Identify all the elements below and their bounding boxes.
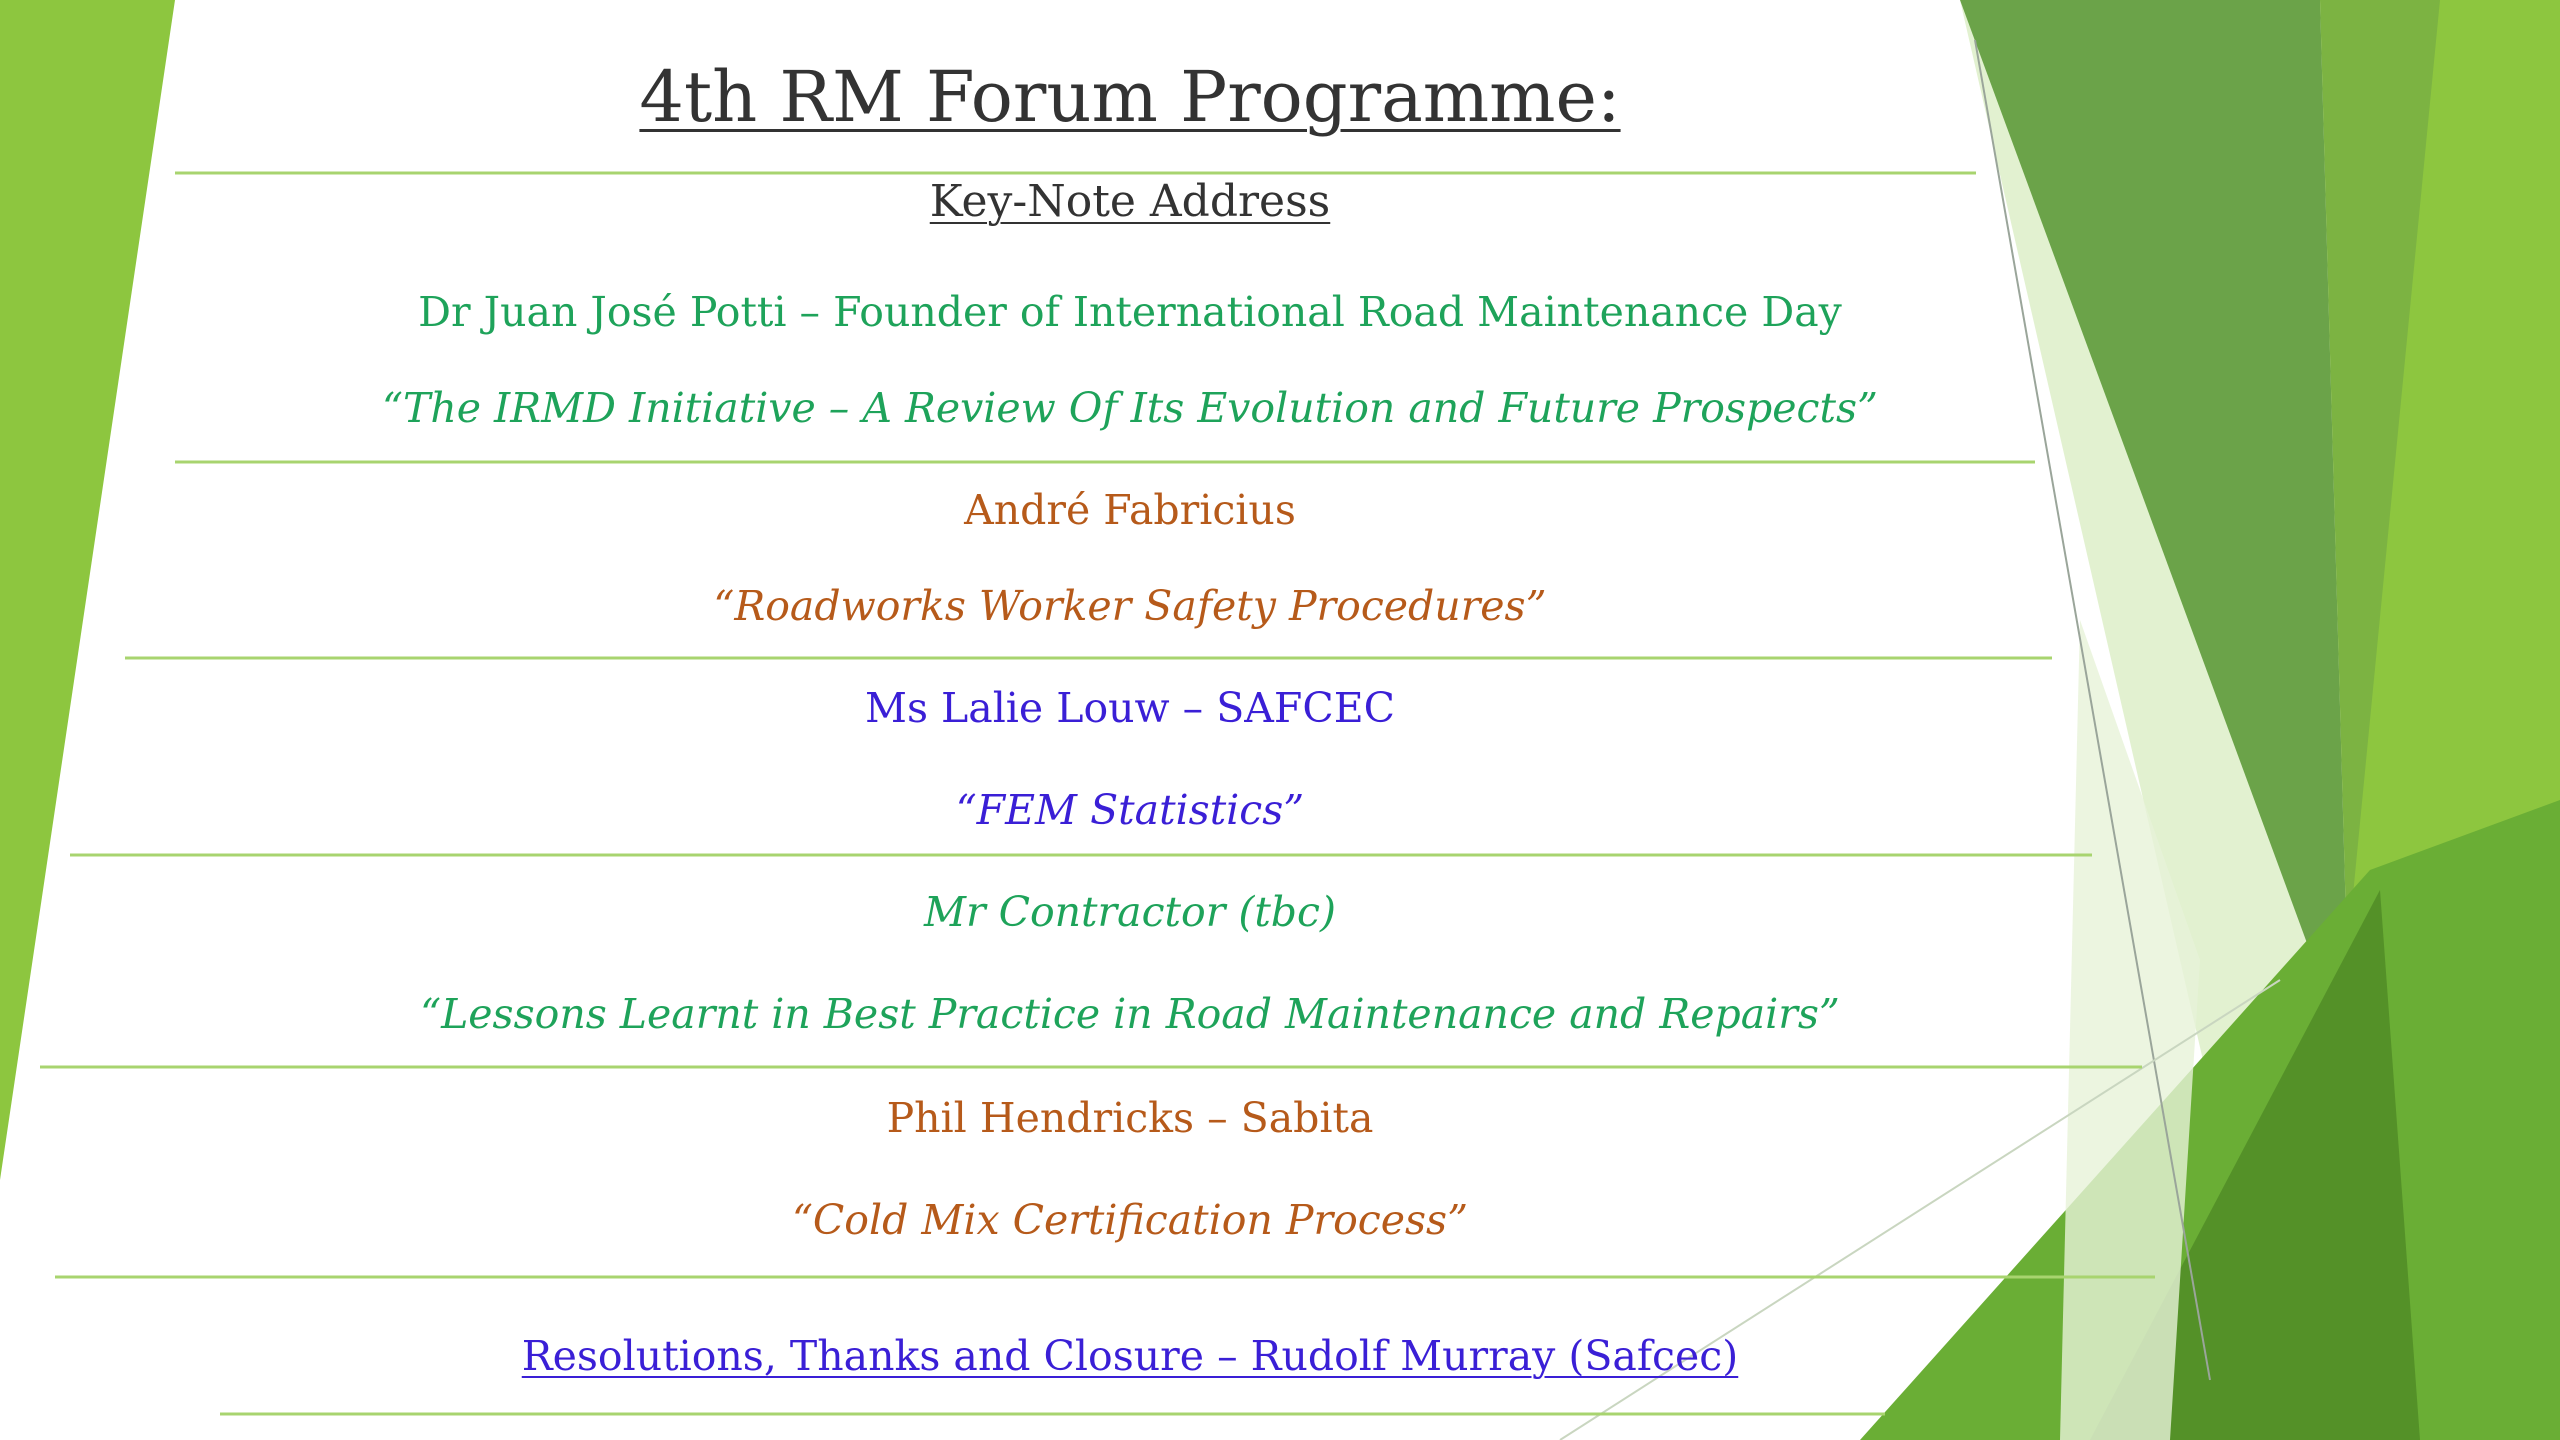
talk-title: “FEM Statistics”: [955, 786, 1305, 834]
closing-link[interactable]: Resolutions, Thanks and Closure – Rudolf Murray (Safcec): [521, 1332, 1739, 1380]
page-title: 4th RM Forum Programme:: [639, 56, 1621, 138]
speaker-name: Ms Lalie Louw – SAFCEC: [864, 684, 1396, 732]
speaker-name: Phil Hendricks – Sabita: [886, 1094, 1374, 1142]
talk-title: “The IRMD Initiative – A Review Of Its Evolution and Future Prospects”: [382, 384, 1878, 432]
talk-title: “Roadworks Worker Safety Procedures”: [713, 582, 1547, 630]
speaker-name: André Fabricius: [964, 486, 1296, 534]
speaker-name: Mr Contractor (tbc): [923, 888, 1337, 936]
talk-title: “Cold Mix Certification Process”: [791, 1196, 1469, 1244]
talk-title: “Lessons Learnt in Best Practice in Road Maintenance and Repairs”: [420, 990, 1840, 1038]
speaker-name: Dr Juan José Potti – Founder of International Road Maintenance Day: [418, 288, 1842, 336]
keynote-heading: Key-Note Address: [929, 176, 1331, 227]
